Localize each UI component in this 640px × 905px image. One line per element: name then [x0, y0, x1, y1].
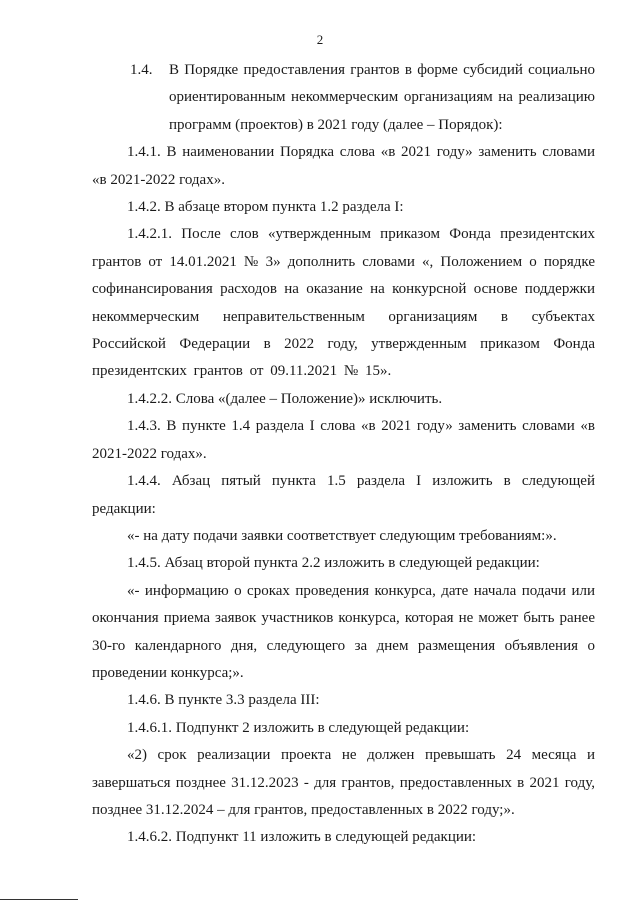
footnote-divider	[0, 899, 78, 900]
paragraph-1-4-2: 1.4.2. В абзаце втором пункта 1.2 раздела I:	[127, 199, 404, 216]
paragraph-quote-3: «2) срок реализации проекта не должен превышать 24 месяца и завершаться позднее 31.12.2023 - для грантов, предоставленных в 2021 году, позднее 31.12.2024 – для грантов, предоставленных в 2022 году;».	[92, 747, 595, 818]
item-number: 1.4.	[130, 62, 153, 78]
paragraph-1-4-3: 1.4.3. В пункте 1.4 раздела I слова «в 2021 году» заменить словами «в 2021-2022 годах».	[92, 418, 595, 462]
paragraph-1-4-4: 1.4.4. Абзац пятый пункта 1.5 раздела I изложить в следующей редакции:	[92, 473, 595, 517]
paragraph-1-4-6: 1.4.6. В пункте 3.3 раздела III:	[127, 692, 320, 709]
paragraph-quote-2: «- информацию о сроках проведения конкурса, дате начала подачи или окончания приема заявок участников конкурса, которая не может быть ранее 30-го календарного дня, следующего за днем размещения объявления о проведении конкурса;».	[92, 582, 595, 681]
paragraph-1-4-2-2: 1.4.2.2. Слова «(далее – Положение)» исключить.	[127, 390, 443, 407]
item-text: В Порядке предоставления грантов в форме субсидий социально ориентированным некоммерческим организациям на реализацию программ (проектов) в 2021 году (далее – Порядок):	[169, 62, 595, 133]
paragraph-1-4-1: 1.4.1. В наименовании Порядка слова «в 2021 году» заменить словами «в 2021-2022 годах».	[92, 144, 595, 188]
document-body	[92, 57, 595, 852]
paragraph-1-4-2-1: 1.4.2.1. После слов «утвержденным приказом Фонда президентских грантов от 14.01.2021 № 3» дополнить словами «, Положением о порядке софинансирования расходов на оказание на конкурсной основе поддержки некоммерческим неправительственным организациям в субъектах Российской Федерации в 2022 году, утвержденным приказом Фонда президентских грантов от 09.11.2021 № 15».	[92, 226, 595, 380]
paragraph-1-4-5: 1.4.5. Абзац второй пункта 2.2 изложить в следующей редакции:	[127, 555, 540, 572]
paragraph-1-4-6-1: 1.4.6.1. Подпункт 2 изложить в следующей редакции:	[127, 719, 470, 736]
paragraph-1-4-6-2: 1.4.6.2. Подпункт 11 изложить в следующей редакции:	[127, 829, 477, 846]
page-number: 2	[316, 32, 324, 47]
paragraph-1-4	[92, 57, 595, 139]
paragraph-quote-1: «- на дату подачи заявки соответствует следующим требованиям:».	[127, 527, 557, 544]
